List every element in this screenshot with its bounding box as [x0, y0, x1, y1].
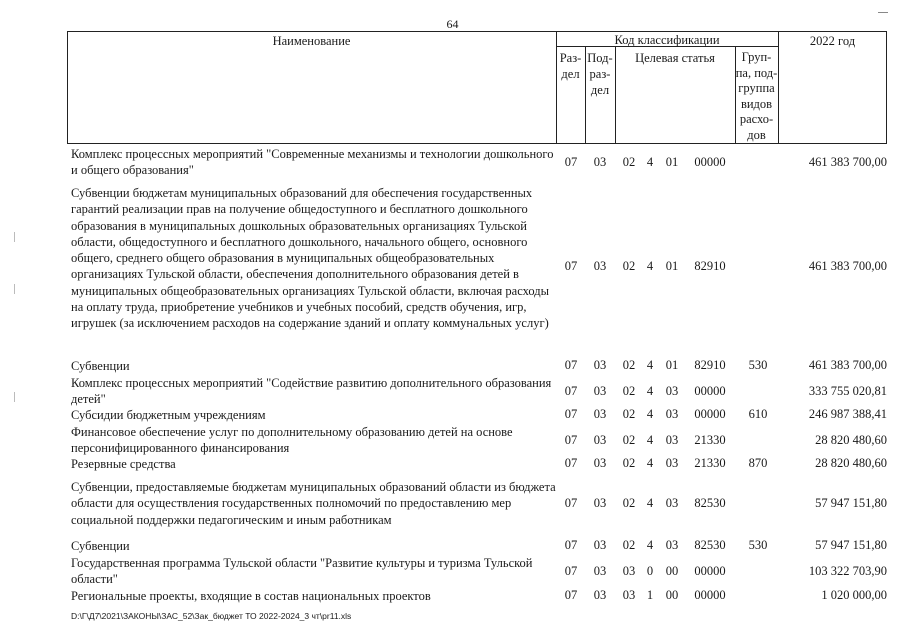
- row-target-direction: 00000: [694, 384, 726, 398]
- row-amount: 246 987 388,41: [808, 407, 887, 421]
- row-name: Субвенции: [71, 539, 130, 553]
- row-target-direction: 21330: [694, 433, 726, 447]
- row-target-direction: 00000: [694, 564, 726, 578]
- row-target-program: 02: [622, 407, 636, 421]
- row-name: Комплекс процессных мероприятий "Современные механизмы и технологии дошкольного и общего образования": [71, 147, 554, 178]
- row-target-event: 03: [665, 538, 679, 552]
- row-target-subprogram: 4: [646, 259, 654, 273]
- row-target-subprogram: 4: [646, 496, 654, 510]
- header-vid-line: видов: [740, 96, 773, 111]
- header-podrazdel-line: раз-: [589, 67, 611, 81]
- table-row: [0, 185, 905, 349]
- row-amount: 1 020 000,00: [821, 588, 887, 602]
- file-path-footer: D:\Г\Д7\2021\ЗАКОНЫ\ЗАС_52\Зак_бюджет ТО 2022-2024_3 чт\pr11.xls: [71, 611, 352, 621]
- row-podrazdel: 03: [593, 433, 607, 447]
- table-row: [0, 479, 905, 529]
- row-name: Субвенции, предоставляемые бюджетам муниципальных образований области из бюджета области для осуществления государственных полномочий по предоставлению мер социальной поддержки педагогическим и иным работникам: [71, 480, 556, 527]
- row-target-subprogram: 4: [646, 433, 654, 447]
- row-target-program: 02: [622, 358, 636, 372]
- header-vid-line: группа: [738, 81, 775, 95]
- row-amount: 333 755 020,81: [808, 384, 887, 398]
- row-target-event: 03: [665, 384, 679, 398]
- row-amount: 461 383 700,00: [808, 259, 887, 273]
- row-razdel: 07: [564, 433, 578, 447]
- row-amount: 28 820 480,60: [815, 456, 887, 470]
- row-podrazdel: 03: [593, 538, 607, 552]
- row-target-event: 03: [665, 433, 679, 447]
- header-code-group: Код классификации: [614, 33, 720, 47]
- row-target-event: 00: [665, 588, 679, 602]
- row-amount: 103 322 703,90: [808, 564, 887, 578]
- header-podrazdel: [585, 50, 615, 98]
- header-year: 2022 год: [809, 34, 856, 48]
- table-row: [0, 375, 905, 408]
- row-name: Региональные проекты, входящие в состав национальных проектов: [71, 589, 431, 603]
- row-target-program: 03: [622, 564, 636, 578]
- table-row: [0, 555, 905, 588]
- row-target-direction: 82530: [694, 538, 726, 552]
- table-row: [0, 538, 905, 554]
- row-target-event: 00: [665, 564, 679, 578]
- header-vid-line: расхо-: [739, 112, 774, 126]
- row-target-event: 01: [665, 259, 679, 273]
- row-amount: 461 383 700,00: [808, 155, 887, 169]
- scan-mark: [14, 284, 15, 294]
- row-target-direction: 00000: [694, 588, 726, 602]
- row-amount: 57 947 151,80: [815, 538, 887, 552]
- row-razdel: 07: [564, 538, 578, 552]
- row-target-event: 01: [665, 155, 679, 169]
- row-expense-type: 870: [748, 456, 768, 470]
- row-podrazdel: 03: [593, 496, 607, 510]
- row-razdel: 07: [564, 259, 578, 273]
- row-amount: 28 820 480,60: [815, 433, 887, 447]
- row-target-subprogram: 1: [646, 588, 654, 602]
- row-target-direction: 00000: [694, 155, 726, 169]
- row-target-program: 02: [622, 496, 636, 510]
- row-target-program: 02: [622, 538, 636, 552]
- header-vid-line: па, под-: [735, 65, 778, 80]
- row-target-subprogram: 4: [646, 358, 654, 372]
- row-podrazdel: 03: [593, 456, 607, 470]
- header-razdel-line: Раз-: [559, 51, 582, 65]
- row-name: Субсидии бюджетным учреждениям: [71, 408, 266, 422]
- row-podrazdel: 03: [593, 384, 607, 398]
- row-target-subprogram: 4: [646, 384, 654, 398]
- table-row: [0, 146, 905, 179]
- row-razdel: 07: [564, 155, 578, 169]
- row-podrazdel: 03: [593, 564, 607, 578]
- row-target-subprogram: 4: [646, 538, 654, 552]
- table-row: [0, 424, 905, 457]
- header-name: Наименование: [272, 34, 351, 48]
- row-razdel: 07: [564, 384, 578, 398]
- corner-mark: [878, 12, 888, 13]
- row-target-program: 02: [622, 155, 636, 169]
- row-target-program: 03: [622, 588, 636, 602]
- row-podrazdel: 03: [593, 259, 607, 273]
- header-vid-line: Груп-: [741, 50, 772, 64]
- row-expense-type: 610: [748, 407, 768, 421]
- row-target-subprogram: 4: [646, 456, 654, 470]
- row-razdel: 07: [564, 496, 578, 510]
- header-razdel-line: дел: [561, 67, 580, 81]
- row-target-direction: 82530: [694, 496, 726, 510]
- row-razdel: 07: [564, 407, 578, 421]
- row-target-program: 02: [622, 433, 636, 447]
- row-podrazdel: 03: [593, 358, 607, 372]
- row-razdel: 07: [564, 564, 578, 578]
- row-name: Комплекс процессных мероприятий "Содействие развитию дополнительного образования детей": [71, 376, 552, 407]
- row-razdel: 07: [564, 588, 578, 602]
- header-vid-line: дов: [747, 127, 766, 142]
- row-name: Субвенции: [71, 359, 130, 373]
- row-name: Резервные средства: [71, 457, 176, 471]
- row-target-subprogram: 0: [646, 564, 654, 578]
- row-target-program: 02: [622, 384, 636, 398]
- row-target-event: 03: [665, 496, 679, 510]
- scan-mark: [14, 232, 15, 242]
- row-podrazdel: 03: [593, 407, 607, 421]
- row-target-event: 01: [665, 358, 679, 372]
- table-row: [0, 588, 905, 604]
- row-target-direction: 82910: [694, 358, 726, 372]
- table-row: [0, 407, 905, 423]
- row-target-event: 03: [665, 456, 679, 470]
- table-row: [0, 456, 905, 472]
- row-expense-type: 530: [748, 538, 768, 552]
- scan-mark: [14, 392, 15, 402]
- row-amount: 461 383 700,00: [808, 358, 887, 372]
- row-target-direction: 00000: [694, 407, 726, 421]
- row-expense-type: 530: [748, 358, 768, 372]
- header-vid: [735, 50, 778, 143]
- header-target: Целевая статья: [635, 51, 715, 65]
- row-amount: 57 947 151,80: [815, 496, 887, 510]
- row-target-program: 02: [622, 456, 636, 470]
- row-razdel: 07: [564, 456, 578, 470]
- row-podrazdel: 03: [593, 588, 607, 602]
- row-target-subprogram: 4: [646, 155, 654, 169]
- row-target-direction: 82910: [694, 259, 726, 273]
- row-razdel: 07: [564, 358, 578, 372]
- header-podrazdel-line: Под-: [587, 51, 613, 65]
- row-target-subprogram: 4: [646, 407, 654, 421]
- row-name: Субвенции бюджетам муниципальных образований для обеспечения государственных гарантий реализации прав на получение общедоступного и бесплатного дошкольного образования в муниципальных дошкольных образовательных организациях Тульской области, общедоступного и бесплатного дошкольного, начального общего, основного общего, среднего общего образования в муниципальных общеобразовательных организациях Тульской области, обеспечения дополнительного образования детей в муниципальных общеобразовательных организациях Тульской области, включая расходы на оплату труда, приобретение учебников и учебных пособий, средств обучения, игр, игрушек (за исключением расходов на содержание зданий и оплату коммунальных услуг): [71, 186, 550, 331]
- row-podrazdel: 03: [593, 155, 607, 169]
- row-name: Финансовое обеспечение услуг по дополнительному образованию детей на основе персонифицированного финансирования: [71, 425, 513, 456]
- row-target-direction: 21330: [694, 456, 726, 470]
- page-number: 64: [446, 17, 459, 31]
- row-name: Государственная программа Тульской области "Развитие культуры и туризма Тульской области": [71, 556, 533, 587]
- header-podrazdel-line: дел: [590, 83, 610, 97]
- header-razdel: [556, 50, 585, 82]
- row-target-event: 03: [665, 407, 679, 421]
- table-row: [0, 358, 905, 374]
- row-target-program: 02: [622, 259, 636, 273]
